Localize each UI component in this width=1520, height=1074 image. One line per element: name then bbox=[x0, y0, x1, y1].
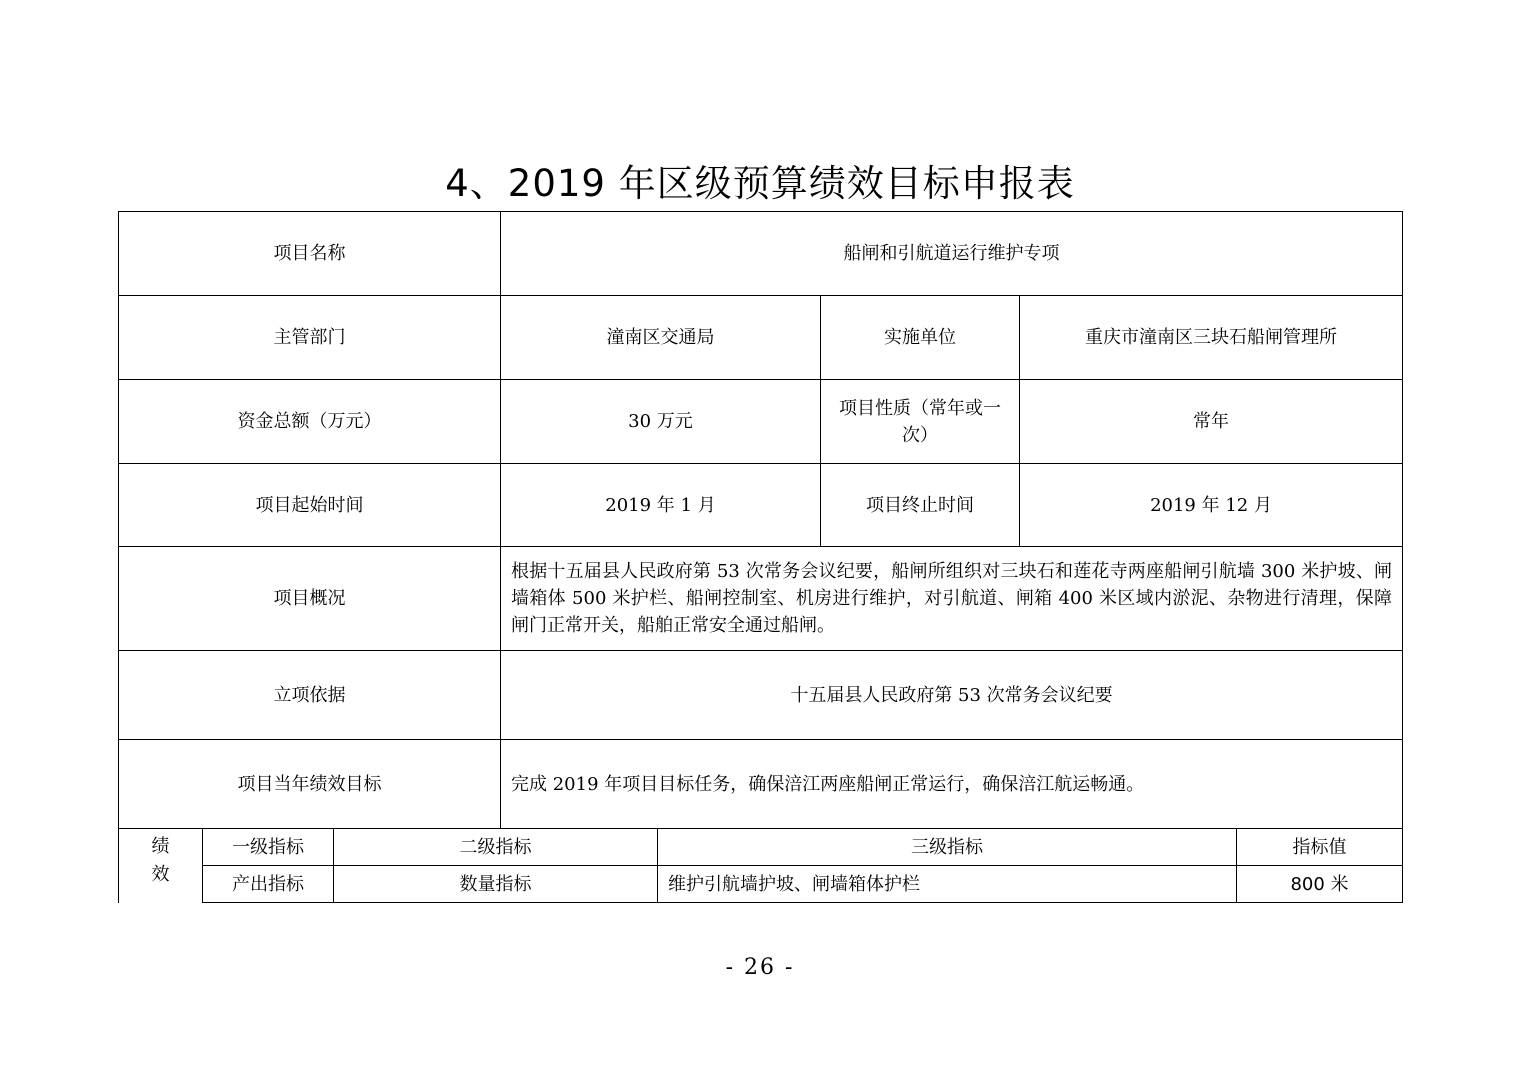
total-funds-value: 30 万元 bbox=[501, 380, 821, 464]
overview-value: 根据十五届县人民政府第 53 次常务会议纪要，船闸所组织对三块石和莲花寺两座船闸引航墙 300 米护坡、闸墙箱体 500 米护栏、船闸控制室、机房进行维护，对引航道、闸箱 400 米区域内淤泥、杂物进行清理，保障闸门正常开关，船舶正常安全通过船闸。 bbox=[501, 547, 1403, 651]
project-nature-label: 项目性质（常年或一次） bbox=[821, 380, 1020, 464]
row-basis bbox=[119, 651, 1403, 740]
row-overview bbox=[119, 547, 1403, 651]
row-funds bbox=[119, 380, 1403, 464]
row-project-name bbox=[119, 212, 1403, 296]
row-dates bbox=[119, 464, 1403, 547]
implementing-unit-label: 实施单位 bbox=[821, 296, 1020, 380]
start-time-label: 项目起始时间 bbox=[119, 464, 501, 547]
row-department bbox=[119, 296, 1403, 380]
value-header: 指标值 bbox=[1237, 829, 1403, 866]
level2-cell: 数量指标 bbox=[334, 866, 658, 903]
page-title: 4、2019 年区级预算绩效目标申报表 bbox=[445, 162, 1075, 205]
indicator-header-row bbox=[119, 829, 1403, 866]
project-name-label: 项目名称 bbox=[119, 212, 501, 296]
overview-label: 项目概况 bbox=[119, 547, 501, 651]
level1-header: 一级指标 bbox=[203, 829, 334, 866]
level2-header: 二级指标 bbox=[334, 829, 658, 866]
total-funds-label: 资金总额（万元） bbox=[119, 380, 501, 464]
project-nature-value: 常年 bbox=[1020, 380, 1403, 464]
level3-cell: 维护引航墙护坡、闸墙箱体护栏 bbox=[658, 866, 1237, 903]
project-info-table bbox=[118, 211, 1403, 829]
project-name-value: 船闸和引航道运行维护专项 bbox=[501, 212, 1403, 296]
performance-side-text: 绩效 bbox=[151, 836, 170, 885]
end-time-label: 项目终止时间 bbox=[821, 464, 1020, 547]
page-number: - 26 - bbox=[725, 955, 795, 980]
annual-goal-label: 项目当年绩效目标 bbox=[119, 740, 501, 829]
performance-side-label bbox=[119, 829, 203, 903]
department-value: 潼南区交通局 bbox=[501, 296, 821, 380]
basis-value: 十五届县人民政府第 53 次常务会议纪要 bbox=[501, 651, 1403, 740]
row-goal bbox=[119, 740, 1403, 829]
department-label: 主管部门 bbox=[119, 296, 501, 380]
value-cell: 800 米 bbox=[1237, 866, 1403, 903]
basis-label: 立项依据 bbox=[119, 651, 501, 740]
level3-header: 三级指标 bbox=[658, 829, 1237, 866]
start-time-value: 2019 年 1 月 bbox=[501, 464, 821, 547]
level1-cell: 产出指标 bbox=[203, 866, 334, 903]
performance-indicator-table bbox=[118, 828, 1403, 903]
indicator-row bbox=[119, 866, 1403, 903]
implementing-unit-value: 重庆市潼南区三块石船闸管理所 bbox=[1020, 296, 1403, 380]
annual-goal-value: 完成 2019 年项目目标任务，确保涪江两座船闸正常运行，确保涪江航运畅通。 bbox=[501, 740, 1403, 829]
end-time-value: 2019 年 12 月 bbox=[1020, 464, 1403, 547]
